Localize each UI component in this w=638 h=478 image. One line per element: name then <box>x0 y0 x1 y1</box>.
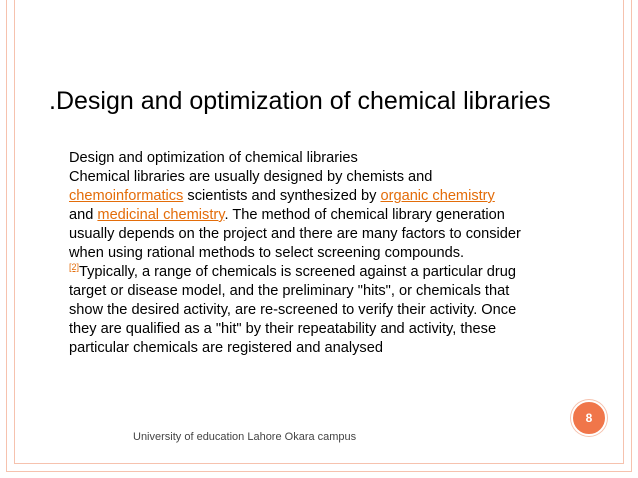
body-text-2: scientists and synthesized by <box>183 188 381 204</box>
body-text-3: and <box>69 207 98 223</box>
paragraph-body <box>69 168 521 358</box>
body-text-1: Chemical libraries are usually designed by chemists and <box>69 169 433 185</box>
link-medicinal-chemistry[interactable]: medicinal chemistry <box>97 207 225 223</box>
citation-link[interactable]: [2] <box>69 262 80 273</box>
link-chemoinformatics[interactable]: chemoinformatics <box>69 188 184 204</box>
link-organic-chemistry[interactable]: organic chemistry <box>380 188 495 204</box>
slide-title: .Design and optimization of chemical libraries <box>49 87 551 115</box>
page-number: 8 <box>585 411 593 425</box>
body-text-5: Typically, a range of chemicals is screened against a particular drug target or disease model, and the preliminary "hits", or chemicals that show the desired activity, are re-screened to verify their activity. Once they are qualified as a "hit" by their repeatability and activity, these particular chemicals are registered and analysed <box>69 264 517 356</box>
slide-body <box>69 149 521 358</box>
page-number-badge <box>571 400 607 436</box>
footer-text: University of education Lahore Okara campus <box>133 431 357 443</box>
paragraph-heading: Design and optimization of chemical libraries <box>69 150 358 166</box>
body-text-4: . The method of chemical library generation usually depends on the project and there are many factors to consider when using rational methods to select screening compounds. <box>69 207 521 261</box>
